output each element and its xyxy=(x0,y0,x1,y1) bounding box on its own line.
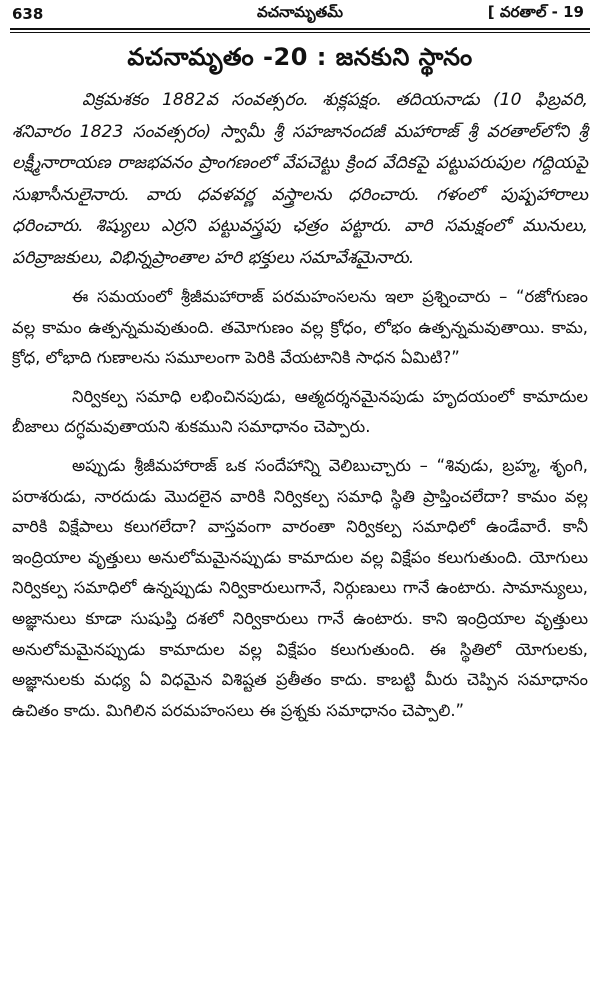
running-header xyxy=(10,0,590,30)
body-paragraph-3-text: అప్పుడు శ్రీజీమహారాజ్ ఒక సందేహాన్ని వెలిబుచ్చారు – “శివుడు, బ్రహ్మ, శృంగి, పరాశరుడు, నారదుడు మొదలైన వారికి నిర్వికల్ప సమాధి స్థితి ప్రాప్తించలేదా? కామం వల్ల వారికి విక్షేపాలు కలుగలేదా? వాస్తవంగా వారంతా నిర్వికల్ప సమాధిలో ఉండేవారే. కానీ ఇంద్రియాల వృత్తులు అనులోమమైనప్పుడు కామాదుల వల్ల విక్షేపం కలుగుతుంది. యోగులు నిర్వికల్ప సమాధిలో ఉన్నప్పుడు నిర్వికారులుగానే, నిర్గుణులు గానే ఉంటారు. సామాన్యులు, అజ్ఞానులు కూడా సుషుప్తి దశలో నిర్వికారులు గానే ఉంటారు. కాని ఇంద్రియాల వృత్తులు అనులోమమైనప్పుడు కామాదుల వల్ల విక్షేపం కలుగుతుంది. ఈ స్థితిలో యోగులకు, అజ్ఞానులకు మధ్య ఏ విధమైన విశిష్టత ప్రతీతం కాదు. కాబట్టి మీరు చెప్పిన సమాధానం ఉచితం కాదు. మిగిలిన పరమహంసలు ఈ ప్రశ్నకు సమాధానం చెప్పాలి.” xyxy=(12,455,588,720)
intro-paragraph-text: విక్రమశకం 1882వ సంవత్సరం. శుక్లపక్షం. తదియనాడు (10 ఫిబ్రవరి, శనివారం 1823 సంవత్సరం) స్వామీ శ్రీ సహజానందజీ మహారాజ్ శ్రీ వరతాల్‌లోని శ్రీ లక్ష్మీనారాయణ రాజభవనం ప్రాంగణంలో వేపచెట్టు క్రింద వేదికపై పట్టుపరుపుల గద్దియపై సుఖాసీనులైనారు. వారు ధవళవర్ణ వస్త్రాలను ధరించారు. గళంలో పుష్పహారాలు ధరించారు. శిష్యులు ఎర్రని పట్టువస్త్రపు ఛత్రం పట్టారు. వారి సమక్షంలో మునులు, పరివ్రాజకులు, విభిన్నప్రాంతాల హరి భక్తులు సమావేశమైనారు. xyxy=(12,90,588,268)
intro-paragraph xyxy=(10,85,590,274)
chapter-title: వచనామృతం -20 : జనకుని స్థానం xyxy=(127,43,473,71)
header-rule xyxy=(10,32,590,33)
body-paragraph-3 xyxy=(10,451,590,726)
book-title: వచనామృతమ్ xyxy=(256,3,343,21)
body-paragraph-1-text: ఈ సమయంలో శ్రీజీమహారాజ్ పరమహంసలను ఇలా ప్రశ్నించారు – “రజోగుణం వల్ల కామం ఉత్పన్నమవుతుంది. తమోగుణం వల్ల క్రోధం, లోభం ఉత్పన్నమవుతాయి. కామ, క్రోధ, లోభాది గుణాలను సమూలంగా పెరికి వేయటానికి సాధన ఏమిటి?” xyxy=(12,287,588,368)
page-number: 638 xyxy=(12,5,44,23)
body-paragraph-2-text: నిర్వికల్ప సమాధి లభించినపుడు, ఆత్మదర్శనమైనపుడు హృదయంలో కామాదుల బీజాలు దగ్ధమవుతాయని శుకముని సమాధానం చెప్పారు. xyxy=(12,386,588,437)
section-label: [ వరతాల్ - 19 xyxy=(487,3,584,21)
body-paragraph-1 xyxy=(10,282,590,374)
body-paragraph-2 xyxy=(10,382,590,443)
